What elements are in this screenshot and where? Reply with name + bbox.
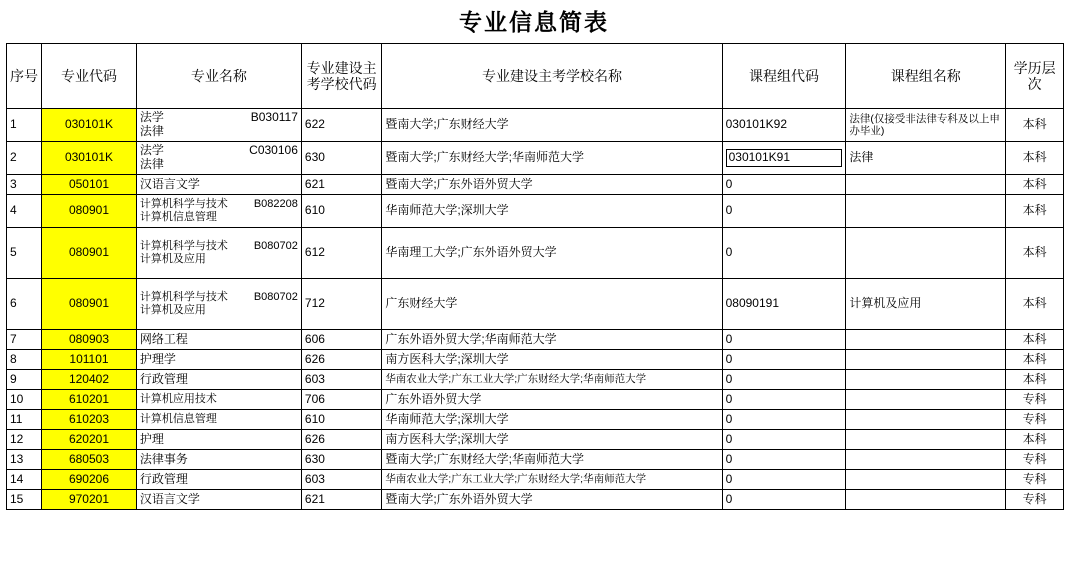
- cell-index: 15: [7, 490, 42, 510]
- cell-major-code: 690206: [42, 470, 137, 490]
- cell-school-names: 暨南大学;广东外语外贸大学: [382, 490, 722, 510]
- cell-major-code: 120402: [42, 370, 137, 390]
- cell-index: 5: [7, 228, 42, 279]
- major-name-subcode: B080702: [253, 291, 298, 304]
- cell-level: 本科: [1006, 195, 1064, 228]
- cell-school-names: 暨南大学;广东外语外贸大学: [382, 175, 722, 195]
- cell-index: 13: [7, 450, 42, 470]
- header-school-name: 专业建设主考学校名称: [382, 44, 722, 109]
- major-name-line2: 法律: [139, 157, 164, 171]
- cell-major-code: 080901: [42, 195, 137, 228]
- cell-level: 专科: [1006, 410, 1064, 430]
- major-name-line1: 法学 C030106: [139, 143, 298, 158]
- cell-group-code: 0: [722, 370, 846, 390]
- cell-major-code: 080903: [42, 330, 137, 350]
- page-title: 专业信息简表: [459, 10, 609, 35]
- cell-group-name: [846, 410, 1006, 430]
- cell-major-name: [136, 228, 301, 279]
- cell-school-names: 南方医科大学;深圳大学: [382, 430, 722, 450]
- table-row: [7, 470, 1064, 490]
- cell-school-names: 华南农业大学;广东工业大学;广东财经大学;华南师范大学: [382, 470, 722, 490]
- cell-major-name: 护理学: [136, 350, 301, 370]
- cell-group-code: 0: [722, 175, 846, 195]
- cell-group-code: 0: [722, 330, 846, 350]
- cell-major-name: 法律事务: [136, 450, 301, 470]
- major-name-line1: 计算机科学与技术 B080702: [139, 291, 298, 304]
- cell-major-name: 行政管理: [136, 370, 301, 390]
- cell-group-name: 法律: [846, 142, 1006, 175]
- cell-school-names: 广东外语外贸大学;华南师范大学: [382, 330, 722, 350]
- cell-group-name: [846, 450, 1006, 470]
- cell-group-code: 030101K92: [722, 109, 846, 142]
- cell-school-code: 621: [301, 175, 381, 195]
- cell-major-name: [136, 109, 301, 142]
- cell-major-code: 101101: [42, 350, 137, 370]
- cell-major-name: 汉语言文学: [136, 490, 301, 510]
- cell-school-names: 广东外语外贸大学: [382, 390, 722, 410]
- cell-index: 9: [7, 370, 42, 390]
- table-row: [7, 450, 1064, 470]
- cell-school-code: 612: [301, 228, 381, 279]
- cell-group-name: [846, 470, 1006, 490]
- cell-school-code: 622: [301, 109, 381, 142]
- cell-school-names: 华南理工大学;广东外语外贸大学: [382, 228, 722, 279]
- major-name-line2: 计算机信息管理: [139, 211, 217, 223]
- header-index: 序号: [7, 44, 42, 109]
- cell-group-code: [722, 142, 846, 175]
- cell-school-names: 广东财经大学: [382, 279, 722, 330]
- cell-school-names: 暨南大学;广东财经大学: [382, 109, 722, 142]
- cell-school-names: 华南师范大学;深圳大学: [382, 195, 722, 228]
- cell-major-code: 610201: [42, 390, 137, 410]
- cell-index: 8: [7, 350, 42, 370]
- header-major-name: 专业名称: [136, 44, 301, 109]
- major-name-subcode: B080702: [253, 240, 298, 253]
- cell-school-names: 暨南大学;广东财经大学;华南师范大学: [382, 142, 722, 175]
- header-group-code: 课程组代码: [722, 44, 846, 109]
- table-row: [7, 175, 1064, 195]
- cell-school-code: 706: [301, 390, 381, 410]
- cell-index: 2: [7, 142, 42, 175]
- table-header-row: [7, 44, 1064, 109]
- table-body: [7, 109, 1064, 510]
- cell-level: 本科: [1006, 228, 1064, 279]
- cell-group-name: 计算机及应用: [846, 279, 1006, 330]
- cell-major-name: 计算机信息管理: [136, 410, 301, 430]
- cell-level: 本科: [1006, 279, 1064, 330]
- cell-index: 1: [7, 109, 42, 142]
- cell-group-code: 0: [722, 390, 846, 410]
- cell-school-code: 603: [301, 470, 381, 490]
- major-name-line1: 法学 B030117: [139, 110, 298, 125]
- cell-school-names: 暨南大学;广东财经大学;华南师范大学: [382, 450, 722, 470]
- group-code-boxed-value: 030101K91: [726, 149, 843, 167]
- cell-school-code: 606: [301, 330, 381, 350]
- cell-major-name: [136, 195, 301, 228]
- cell-group-name: [846, 195, 1006, 228]
- cell-level: 本科: [1006, 142, 1064, 175]
- cell-index: 14: [7, 470, 42, 490]
- cell-index: 10: [7, 390, 42, 410]
- table-row: [7, 228, 1064, 279]
- cell-group-code: 0: [722, 350, 846, 370]
- major-name-subcode: C030106: [249, 143, 298, 158]
- cell-group-name: [846, 430, 1006, 450]
- cell-school-names: 南方医科大学;深圳大学: [382, 350, 722, 370]
- cell-major-code: 610203: [42, 410, 137, 430]
- major-name-line2: 计算机及应用: [139, 253, 206, 265]
- table-row: [7, 109, 1064, 142]
- table-row: [7, 430, 1064, 450]
- cell-group-name: [846, 175, 1006, 195]
- header-major-code: 专业代码: [42, 44, 137, 109]
- cell-index: 4: [7, 195, 42, 228]
- cell-school-code: 626: [301, 350, 381, 370]
- cell-group-name: [846, 490, 1006, 510]
- table-row: [7, 410, 1064, 430]
- cell-school-names: 华南师范大学;深圳大学: [382, 410, 722, 430]
- cell-school-code: 610: [301, 195, 381, 228]
- cell-group-code: 0: [722, 410, 846, 430]
- table-row: [7, 195, 1064, 228]
- cell-major-name: 汉语言文学: [136, 175, 301, 195]
- cell-group-name: [846, 370, 1006, 390]
- cell-group-code: 0: [722, 430, 846, 450]
- table-row: [7, 390, 1064, 410]
- major-info-table: [6, 43, 1064, 510]
- table-row: [7, 330, 1064, 350]
- cell-group-code: 0: [722, 450, 846, 470]
- cell-index: 11: [7, 410, 42, 430]
- cell-level: 专科: [1006, 490, 1064, 510]
- cell-school-code: 712: [301, 279, 381, 330]
- cell-group-name: 法律(仅接受非法律专科及以上申办毕业): [846, 109, 1006, 142]
- cell-major-code: 080901: [42, 228, 137, 279]
- cell-level: 专科: [1006, 450, 1064, 470]
- cell-level: 本科: [1006, 330, 1064, 350]
- cell-level: 专科: [1006, 390, 1064, 410]
- cell-major-code: 030101K: [42, 142, 137, 175]
- cell-school-names: 华南农业大学;广东工业大学;广东财经大学;华南师范大学: [382, 370, 722, 390]
- major-name-line2: 计算机及应用: [139, 304, 206, 316]
- cell-group-code: 0: [722, 490, 846, 510]
- cell-school-code: 610: [301, 410, 381, 430]
- cell-level: 本科: [1006, 350, 1064, 370]
- header-school-code: 专业建设主考学校代码: [301, 44, 381, 109]
- major-name-line1: 计算机科学与技术 B082208: [139, 198, 298, 211]
- cell-school-code: 621: [301, 490, 381, 510]
- cell-major-name: 网络工程: [136, 330, 301, 350]
- cell-level: 本科: [1006, 370, 1064, 390]
- major-name-subcode: B030117: [250, 110, 298, 125]
- header-level: 学历层次: [1006, 44, 1064, 109]
- header-group-name: 课程组名称: [846, 44, 1006, 109]
- cell-level: 本科: [1006, 430, 1064, 450]
- cell-index: 6: [7, 279, 42, 330]
- cell-major-code: 080901: [42, 279, 137, 330]
- cell-school-code: 630: [301, 142, 381, 175]
- cell-major-name: [136, 279, 301, 330]
- cell-group-code: 0: [722, 195, 846, 228]
- cell-major-code: 620201: [42, 430, 137, 450]
- cell-major-name: 行政管理: [136, 470, 301, 490]
- cell-group-name: [846, 330, 1006, 350]
- cell-group-code: 0: [722, 470, 846, 490]
- cell-school-code: 626: [301, 430, 381, 450]
- cell-major-code: 050101: [42, 175, 137, 195]
- cell-major-name: 计算机应用技术: [136, 390, 301, 410]
- cell-group-name: [846, 350, 1006, 370]
- major-name-line1: 计算机科学与技术 B080702: [139, 240, 298, 253]
- cell-group-code: 0: [722, 228, 846, 279]
- cell-major-name: [136, 142, 301, 175]
- major-name-line2: 法律: [139, 124, 164, 138]
- cell-index: 7: [7, 330, 42, 350]
- cell-school-code: 630: [301, 450, 381, 470]
- major-name-subcode: B082208: [253, 198, 298, 211]
- cell-school-code: 603: [301, 370, 381, 390]
- cell-group-name: [846, 228, 1006, 279]
- cell-group-code: 08090191: [722, 279, 846, 330]
- table-row: [7, 279, 1064, 330]
- table-row: [7, 142, 1064, 175]
- table-row: [7, 370, 1064, 390]
- cell-level: 本科: [1006, 109, 1064, 142]
- table-row: [7, 350, 1064, 370]
- cell-group-name: [846, 390, 1006, 410]
- cell-major-name: 护理: [136, 430, 301, 450]
- cell-index: 12: [7, 430, 42, 450]
- cell-level: 专科: [1006, 470, 1064, 490]
- cell-major-code: 680503: [42, 450, 137, 470]
- cell-major-code: 030101K: [42, 109, 137, 142]
- cell-level: 本科: [1006, 175, 1064, 195]
- cell-index: 3: [7, 175, 42, 195]
- table-row: [7, 490, 1064, 510]
- table-header: [7, 44, 1064, 109]
- cell-major-code: 970201: [42, 490, 137, 510]
